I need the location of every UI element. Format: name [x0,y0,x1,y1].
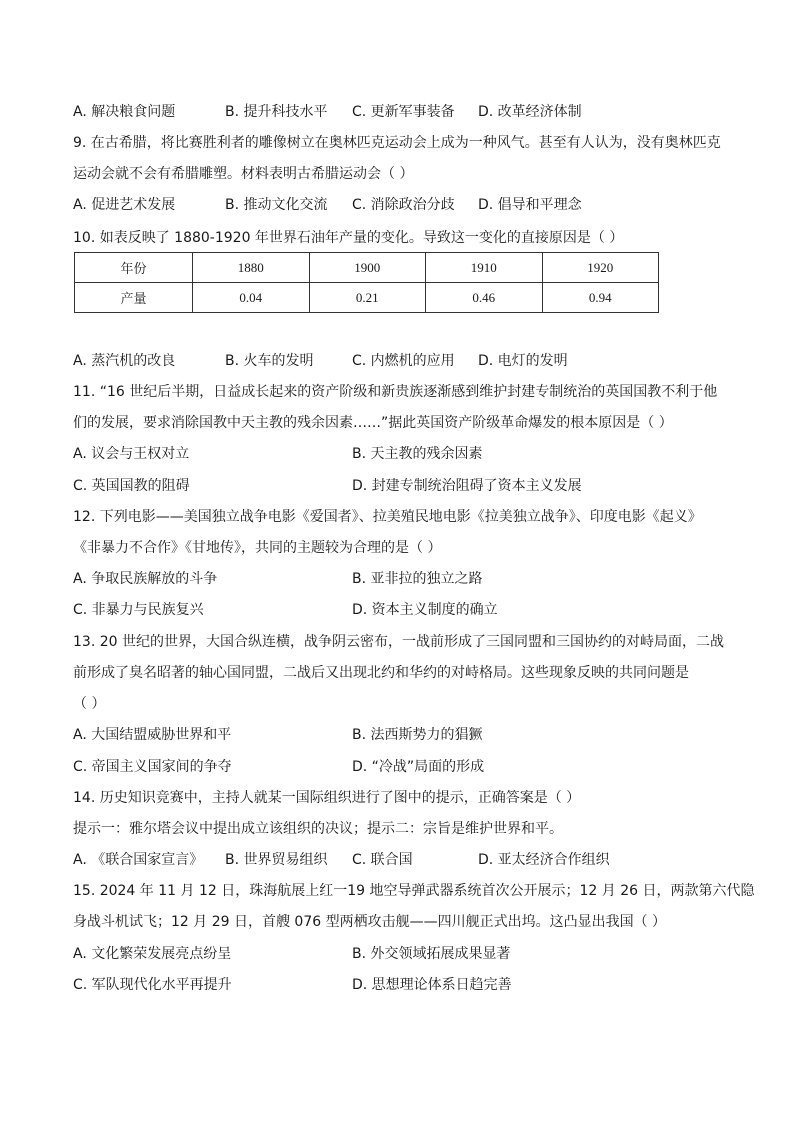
q15-stem-line-1: 15. 2024 年 11 月 12 日，珠海航展上红一19 地空导弹武器系统首次公开展示；12 月 26 日，两款第六代隐 [73,883,755,899]
table-cell-output: 0.94 [542,283,659,313]
q11-stem-line-2: 们的发展，要求消除国教中天主教的残余因素……”据此英国资产阶级革命爆发的根本原因是（ ） [73,415,673,431]
q14-stem-line-1: 14. 历史知识竞赛中，主持人就某一国际组织进行了图中的提示，正确答案是（ ） [73,790,581,806]
q14-option-b: B. 世界贸易组织 [225,852,328,868]
q11-option-a: A. 议会与王权对立 [73,446,190,462]
q10-option-a: A. 蒸汽机的改良 [73,353,176,369]
q12-stem-line-2: 《非暴力不合作》《甘地传》，共同的主题较为合理的是（ ） [73,540,442,556]
q8-option-c: C. 更新军事装备 [352,104,455,120]
table-cell-year: 1900 [309,253,426,283]
q13-option-b: B. 法西斯势力的猖獗 [352,727,483,743]
q12-stem-line-1: 12. 下列电影——美国独立战争电影《爱国者》、拉美殖民地电影《拉美独立战争》、印度电影《起义》 [73,509,702,525]
q12-option-d: D. 资本主义制度的确立 [352,602,498,618]
q15-option-b: B. 外交领域拓展成果显著 [352,946,511,962]
q11-option-b: B. 天主教的残余因素 [352,446,483,462]
q10-option-c: C. 内燃机的应用 [352,353,455,369]
q8-option-a: A. 解决粮食问题 [73,104,176,120]
q11-option-c: C. 英国国教的阻碍 [73,478,190,494]
q12-option-b: B. 亚非拉的独立之路 [352,571,483,587]
q13-option-c: C. 帝国主义国家间的争夺 [73,759,232,775]
q10-option-d: D. 电灯的发明 [478,353,568,369]
q9-stem-line-1: 9. 在古希腊，将比赛胜利者的雕像树立在奥林匹克运动会上成为一种风气。甚至有人认为，没有奥林匹克 [73,135,721,151]
q9-stem-line-2: 运动会就不会有希腊雕塑。材料表明古希腊运动会（ ） [73,166,414,182]
q13-stem-line-3: （ ） [73,696,106,712]
q9-option-a: A. 促进艺术发展 [73,197,176,213]
q13-stem-line-2: 前形成了臭名昭著的轴心国同盟，二战后又出现北约和华约的对峙格局。这些现象反映的共同问题是 [73,665,689,681]
table-cell-output: 0.04 [193,283,310,313]
q13-stem-line-1: 13. 20 世纪的世界，大国合纵连横，战争阴云密布，一战前形成了三国同盟和三国协约的对峙局面，二战 [73,634,724,650]
table-cell-output: 0.21 [309,283,426,313]
q12-option-a: A. 争取民族解放的斗争 [73,571,218,587]
table-header-output: 产量 [75,283,193,313]
q10-stem: 10. 如表反映了 1880-1920 年世界石油年产量的变化。导致这一变化的直接原因是（ ） [73,230,624,246]
q8-option-d: D. 改革经济体制 [478,104,582,120]
q14-stem-line-2: 提示一：雅尔塔会议中提出成立该组织的决议；提示二：宗旨是维护世界和平。 [73,821,563,837]
q15-option-a: A. 文化繁荣发展亮点纷呈 [73,946,232,962]
q9-option-c: C. 消除政治分歧 [352,197,455,213]
oil-production-table [74,252,659,313]
q12-option-c: C. 非暴力与民族复兴 [73,602,204,618]
q11-stem-line-1: 11. “16 世纪后半期，日益成长起来的资产阶级和新贵族逐渐感到维护封建专制统治的英国国教不利于他 [73,384,718,400]
q14-option-d: D. 亚太经济合作组织 [478,852,610,868]
q10-option-b: B. 火车的发明 [225,353,314,369]
table-cell-output: 0.46 [426,283,543,313]
table-header-year: 年份 [75,253,193,283]
table-cell-year: 1920 [542,253,659,283]
table-cell-year: 1910 [426,253,543,283]
table-cell-year: 1880 [193,253,310,283]
table-row-output [75,283,659,313]
q13-option-d: D. “冷战”局面的形成 [352,759,485,775]
q9-option-d: D. 倡导和平理念 [478,197,582,213]
q15-option-c: C. 军队现代化水平再提升 [73,977,232,993]
q14-option-c: C. 联合国 [352,852,413,868]
q15-stem-line-2: 身战斗机试飞；12 月 29 日，首艘 076 型两栖攻击舰——四川舰正式出坞。这凸显出我国（ ） [73,914,667,930]
q11-option-d: D. 封建专制统治阻碍了资本主义发展 [352,478,582,494]
q14-option-a: A. 《联合国家宣言》 [73,852,204,868]
q8-option-b: B. 提升科技水平 [225,104,328,120]
q9-option-b: B. 推动文化交流 [225,197,328,213]
q13-option-a: A. 大国结盟威胁世界和平 [73,727,232,743]
table-row-years [75,253,659,283]
q15-option-d: D. 思想理论体系日趋完善 [352,977,512,993]
